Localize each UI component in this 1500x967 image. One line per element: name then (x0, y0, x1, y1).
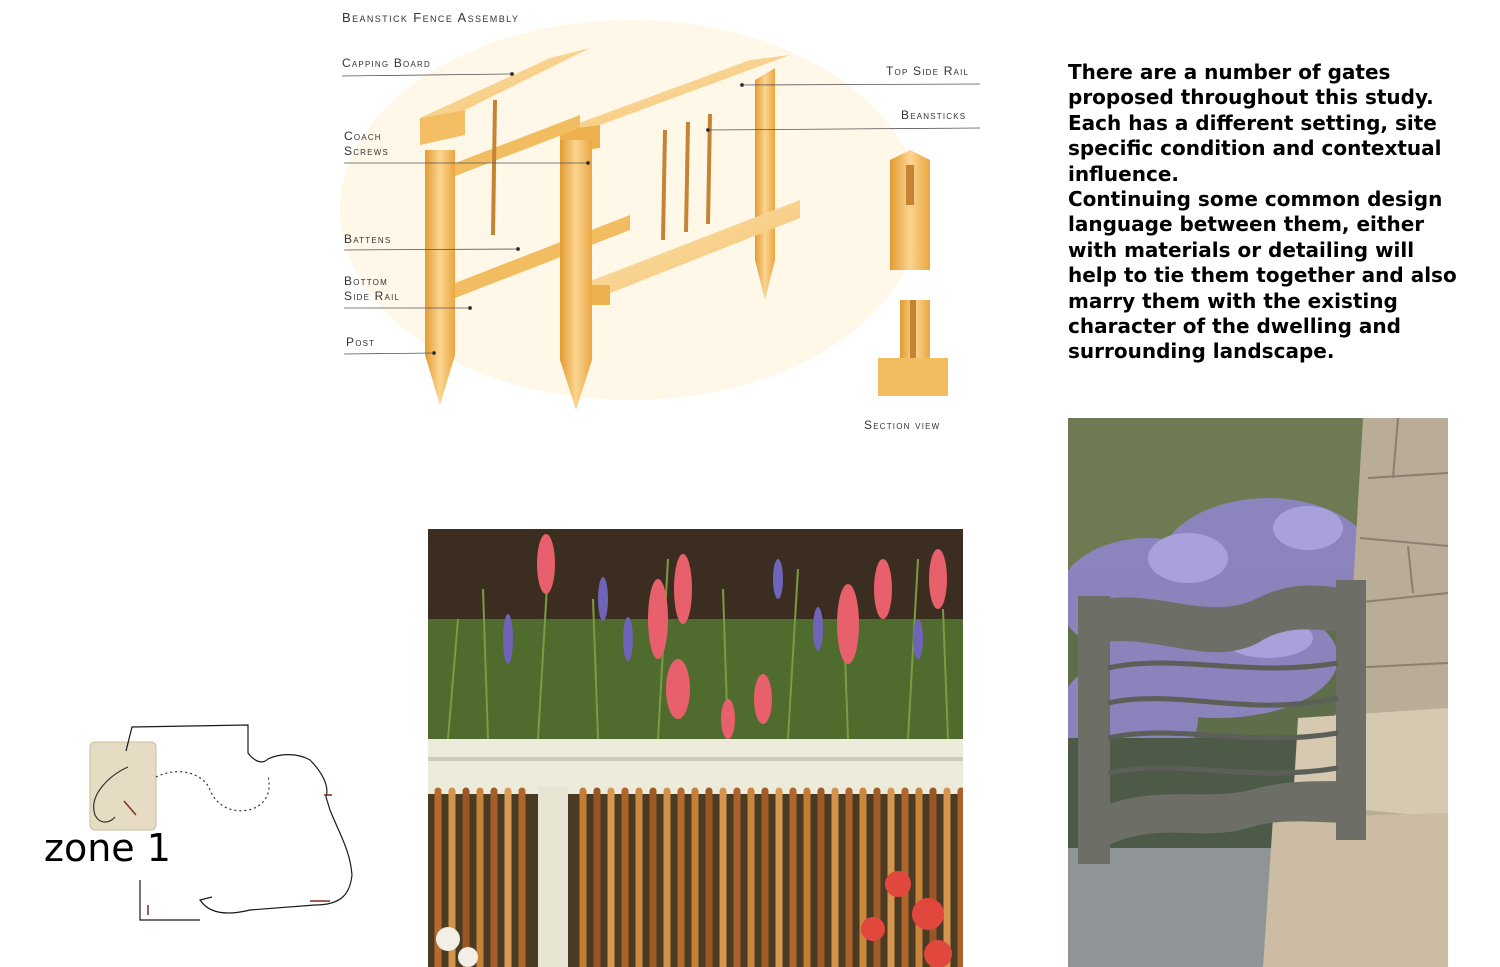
gate-lavender-photo (1068, 418, 1448, 967)
label-bottom-side-rail: Bottom Side Rail (344, 274, 401, 303)
site-outline (126, 725, 352, 920)
zone-label: zone 1 (44, 826, 171, 870)
dotted-path (156, 772, 269, 811)
front-post-middle (560, 140, 592, 410)
rear-post (755, 68, 775, 300)
description-text (1068, 60, 1468, 365)
label-top-side-rail: Top Side Rail (886, 64, 970, 78)
section-beanstick-lower (910, 300, 916, 358)
section-beanstick (906, 165, 914, 205)
fence-flowers-photo (428, 529, 963, 967)
description-paragraph-1: There are a number of gates proposed throughout this study. Each has a different setting, site specific condition and contextual influence. (1068, 60, 1442, 186)
beanstick (686, 122, 688, 232)
label-beansticks: Beansticks (901, 108, 967, 122)
zone-highlight (90, 742, 156, 830)
description-paragraph-2: Continuing some common design language between them, either with materials or detailing will help to tie them together and also marry them with the existing character of the dwelling and surrounding landscape. (1068, 187, 1457, 364)
label-coach-screws: Coach Screws (344, 129, 389, 158)
label-section-view: Section view (864, 418, 941, 432)
label-post: Post (346, 335, 376, 349)
label-capping-board: Capping Board (342, 56, 431, 70)
beanstick (663, 130, 665, 240)
diagram-title: Beanstick Fence Assembly (342, 10, 520, 25)
label-battens: Battens (344, 232, 392, 246)
fence-assembly-diagram (330, 0, 1010, 440)
front-post-left (425, 150, 455, 405)
beanstick (493, 100, 495, 235)
section-view-rail (878, 358, 948, 396)
zone-map (40, 715, 360, 930)
